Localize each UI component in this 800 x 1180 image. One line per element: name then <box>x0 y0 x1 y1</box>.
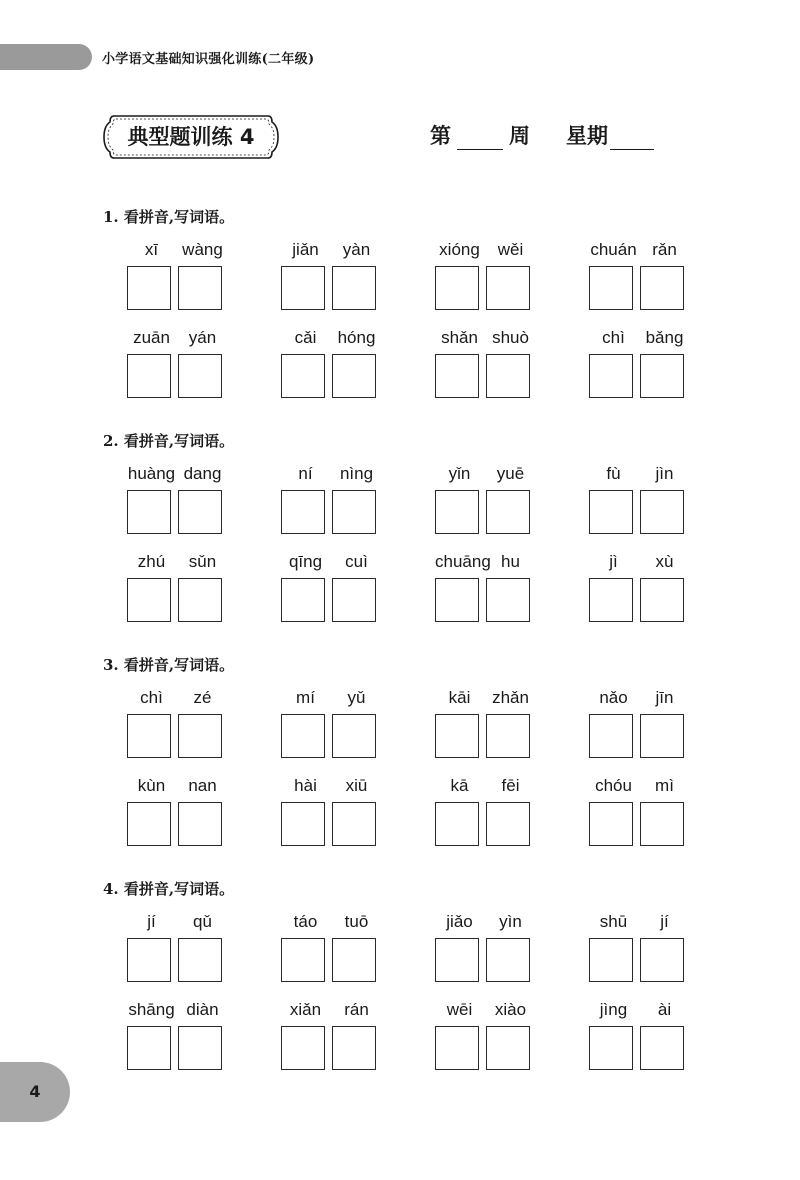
pinyin-label: shāng <box>128 1000 175 1019</box>
character-box[interactable] <box>281 802 325 846</box>
exercise-title: 典型题训练 4 <box>127 125 255 149</box>
pinyin-label: zhú <box>137 552 166 571</box>
pinyin-label: fù <box>606 464 621 483</box>
word-item <box>281 552 379 632</box>
pinyin-label: zé <box>193 688 212 707</box>
character-box[interactable] <box>178 354 222 398</box>
word-item <box>435 328 533 408</box>
pinyin-label: rán <box>344 1000 369 1019</box>
week-blank[interactable] <box>457 123 503 150</box>
character-box[interactable] <box>640 714 684 758</box>
pinyin-label: yàn <box>342 240 371 259</box>
pinyin-label: yìn <box>499 912 522 931</box>
character-box[interactable] <box>178 490 222 534</box>
character-box[interactable] <box>281 266 325 310</box>
character-box[interactable] <box>127 578 171 622</box>
pinyin-label: xiū <box>345 776 368 795</box>
pinyin-label: nan <box>188 776 217 795</box>
pinyin-label: xī <box>144 240 159 259</box>
pinyin-label: rǎn <box>652 240 677 259</box>
character-box[interactable] <box>640 266 684 310</box>
pinyin-label: hóng <box>337 328 376 347</box>
pinyin-label: fēi <box>501 776 520 795</box>
pinyin-label: jiǎn <box>292 240 319 259</box>
pinyin-label: mì <box>655 776 674 795</box>
character-box[interactable] <box>178 802 222 846</box>
pinyin-label: jì <box>609 552 618 571</box>
character-box[interactable] <box>435 1026 479 1070</box>
character-box[interactable] <box>589 1026 633 1070</box>
character-box[interactable] <box>178 578 222 622</box>
character-box[interactable] <box>127 266 171 310</box>
character-box[interactable] <box>332 266 376 310</box>
character-box[interactable] <box>589 938 633 982</box>
pinyin-label: sǔn <box>188 552 217 571</box>
pinyin-label: qīng <box>288 552 323 571</box>
word-item <box>281 688 379 768</box>
page-number-tab <box>0 1062 70 1122</box>
pinyin-label: cuì <box>345 552 368 571</box>
character-box[interactable] <box>486 266 530 310</box>
pinyin-label: xiǎn <box>289 1000 322 1019</box>
exercise-title-frame <box>102 114 280 162</box>
pinyin-label: shǎn <box>441 328 478 347</box>
pinyin-label: tuō <box>344 912 369 931</box>
character-box[interactable] <box>435 578 479 622</box>
pinyin-label: kāi <box>448 688 471 707</box>
character-box[interactable] <box>435 714 479 758</box>
pinyin-label: bǎng <box>645 328 684 347</box>
pinyin-label: nǎo <box>599 688 628 707</box>
word-item <box>435 912 533 992</box>
character-box[interactable] <box>486 1026 530 1070</box>
week-field <box>430 120 530 150</box>
pinyin-label: jí <box>147 912 156 931</box>
character-box[interactable] <box>178 1026 222 1070</box>
word-item <box>435 688 533 768</box>
pinyin-label: kā <box>450 776 469 795</box>
word-item <box>127 552 225 632</box>
character-box[interactable] <box>127 938 171 982</box>
character-box[interactable] <box>178 266 222 310</box>
pinyin-label: diàn <box>186 1000 219 1019</box>
character-box[interactable] <box>127 714 171 758</box>
character-box[interactable] <box>589 266 633 310</box>
word-item <box>127 464 225 544</box>
pinyin-label: wàng <box>182 240 223 259</box>
character-box[interactable] <box>589 490 633 534</box>
pinyin-label: jìng <box>599 1000 628 1019</box>
word-item <box>281 1000 379 1080</box>
pinyin-label: chóu <box>595 776 632 795</box>
character-box[interactable] <box>486 578 530 622</box>
word-item <box>127 328 225 408</box>
word-item <box>127 240 225 320</box>
word-item <box>589 328 687 408</box>
character-box[interactable] <box>281 578 325 622</box>
character-box[interactable] <box>281 1026 325 1070</box>
pinyin-label: zhǎn <box>492 688 529 707</box>
character-box[interactable] <box>589 578 633 622</box>
pinyin-label: xù <box>655 552 674 571</box>
word-item <box>589 552 687 632</box>
character-box[interactable] <box>178 714 222 758</box>
character-box[interactable] <box>640 938 684 982</box>
book-title: 小学语文基础知识强化训练(二年级) <box>102 52 315 67</box>
weekday-label: 星期 <box>566 123 608 148</box>
character-box[interactable] <box>486 802 530 846</box>
pinyin-label: shuò <box>492 328 529 347</box>
pinyin-label: hu <box>501 552 520 571</box>
pinyin-label: zuān <box>133 328 170 347</box>
pinyin-label: huàng <box>127 464 176 483</box>
word-item <box>127 912 225 992</box>
character-box[interactable] <box>435 354 479 398</box>
character-box[interactable] <box>281 938 325 982</box>
pinyin-label: cǎi <box>294 328 317 347</box>
pinyin-label: kùn <box>137 776 166 795</box>
pinyin-label: jìn <box>655 464 674 483</box>
word-item <box>127 776 225 856</box>
character-box[interactable] <box>332 802 376 846</box>
character-box[interactable] <box>281 354 325 398</box>
pinyin-label: wěi <box>497 240 524 259</box>
pinyin-label: chuán <box>590 240 637 259</box>
character-box[interactable] <box>332 1026 376 1070</box>
character-box[interactable] <box>127 354 171 398</box>
pinyin-label: ài <box>657 1000 672 1019</box>
character-box[interactable] <box>281 714 325 758</box>
pinyin-label: qǔ <box>193 912 212 931</box>
section-title: 4. 看拼音,写词语。 <box>103 880 235 898</box>
character-box[interactable] <box>127 1026 171 1070</box>
character-box[interactable] <box>640 354 684 398</box>
pinyin-label: mí <box>296 688 315 707</box>
character-box[interactable] <box>435 490 479 534</box>
character-box[interactable] <box>332 714 376 758</box>
pinyin-label: hài <box>294 776 317 795</box>
pinyin-label: chì <box>602 328 625 347</box>
character-box[interactable] <box>589 802 633 846</box>
pinyin-label: yuē <box>496 464 525 483</box>
pinyin-label: xióng <box>439 240 480 259</box>
pinyin-label: yǔ <box>347 688 366 707</box>
word-item <box>281 464 379 544</box>
pinyin-label: chuāng <box>435 552 491 571</box>
word-item <box>127 688 225 768</box>
character-box[interactable] <box>486 490 530 534</box>
pinyin-label: jīn <box>655 688 674 707</box>
character-box[interactable] <box>640 802 684 846</box>
word-item <box>589 776 687 856</box>
character-box[interactable] <box>435 938 479 982</box>
header-bar <box>0 44 92 70</box>
weekday-field <box>566 120 660 150</box>
pinyin-label: jiǎo <box>446 912 473 931</box>
character-box[interactable] <box>640 1026 684 1070</box>
pinyin-label: táo <box>293 912 318 931</box>
character-box[interactable] <box>486 938 530 982</box>
word-item <box>435 240 533 320</box>
section-title: 2. 看拼音,写词语。 <box>103 432 235 450</box>
character-box[interactable] <box>127 802 171 846</box>
pinyin-label: wēi <box>446 1000 473 1019</box>
pinyin-label: xiào <box>494 1000 527 1019</box>
character-box[interactable] <box>589 714 633 758</box>
character-box[interactable] <box>332 354 376 398</box>
pinyin-label: ní <box>298 464 313 483</box>
character-box[interactable] <box>332 490 376 534</box>
pinyin-label: shū <box>599 912 628 931</box>
word-item <box>589 912 687 992</box>
character-box[interactable] <box>127 490 171 534</box>
character-box[interactable] <box>332 578 376 622</box>
word-item <box>281 328 379 408</box>
weekday-blank[interactable] <box>610 123 654 150</box>
word-item <box>435 464 533 544</box>
word-item <box>281 240 379 320</box>
word-item <box>281 912 379 992</box>
word-item <box>589 464 687 544</box>
character-box[interactable] <box>640 490 684 534</box>
section-title: 1. 看拼音,写词语。 <box>103 208 235 226</box>
character-box[interactable] <box>435 266 479 310</box>
word-item <box>435 776 533 856</box>
character-box[interactable] <box>589 354 633 398</box>
week-suffix: 周 <box>509 123 530 148</box>
pinyin-label: nìng <box>339 464 374 483</box>
pinyin-label: jí <box>660 912 669 931</box>
character-box[interactable] <box>640 578 684 622</box>
pinyin-label: yǐn <box>448 464 471 483</box>
pinyin-label: dang <box>183 464 222 483</box>
word-item <box>589 240 687 320</box>
character-box[interactable] <box>435 802 479 846</box>
word-item <box>589 688 687 768</box>
word-item <box>281 776 379 856</box>
page-number: 4 <box>29 1082 41 1101</box>
week-prefix: 第 <box>430 123 451 148</box>
pinyin-label: yán <box>188 328 217 347</box>
word-item <box>435 1000 533 1080</box>
character-box[interactable] <box>178 938 222 982</box>
word-item <box>127 1000 225 1080</box>
section-title: 3. 看拼音,写词语。 <box>103 656 235 674</box>
pinyin-label: chì <box>140 688 163 707</box>
word-item <box>589 1000 687 1080</box>
character-box[interactable] <box>332 938 376 982</box>
character-box[interactable] <box>486 714 530 758</box>
character-box[interactable] <box>486 354 530 398</box>
character-box[interactable] <box>281 490 325 534</box>
word-item <box>435 552 533 632</box>
